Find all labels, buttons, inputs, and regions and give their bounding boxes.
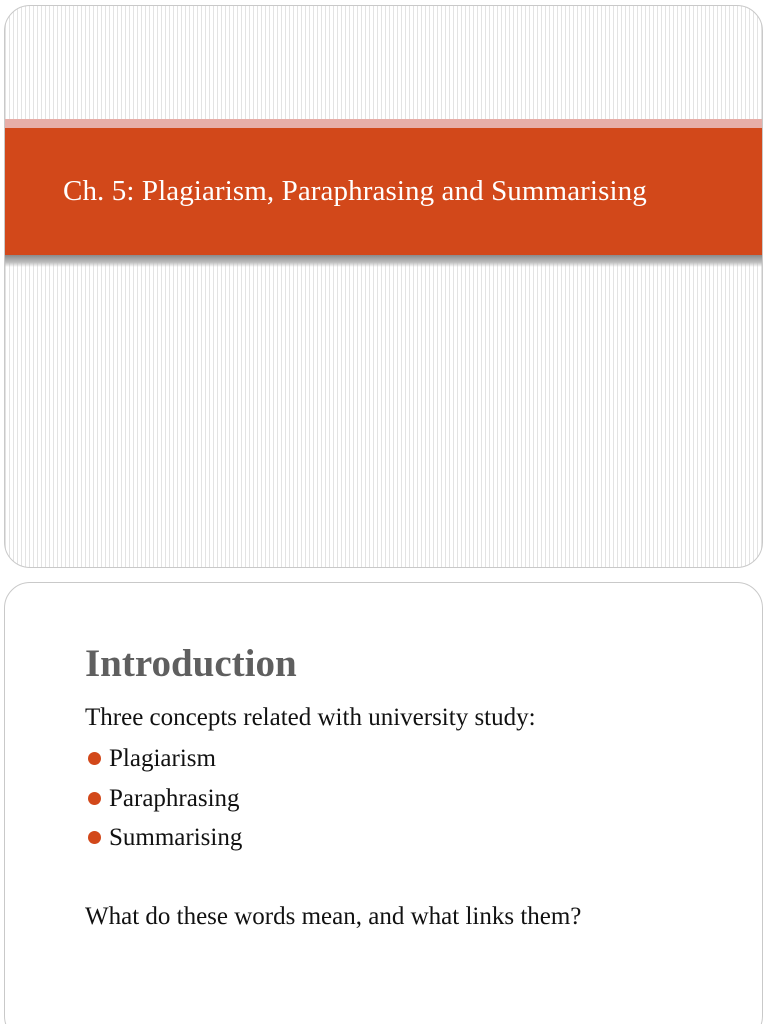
introduction-slide[interactable] (4, 582, 763, 1024)
bullet-label: Paraphrasing (109, 784, 240, 812)
bullet-dot-icon (88, 752, 101, 765)
bullet-item-summarising (85, 820, 242, 860)
slide-heading: Introduction (85, 642, 297, 685)
bullet-label: Summarising (109, 824, 243, 851)
bullet-item-plagiarism (85, 741, 242, 781)
intro-lead-text: Three concepts related with university study: (85, 704, 536, 731)
concept-bullet-list (85, 741, 242, 860)
question-text: What do these words mean, and what links them? (85, 903, 582, 930)
title-band (5, 128, 762, 255)
slide-title: Ch. 5: Plagiarism, Paraphrasing and Summarising (63, 175, 647, 207)
bullet-dot-icon (88, 792, 101, 805)
bullet-item-paraphrasing (85, 781, 242, 821)
title-band-shadow (5, 255, 762, 267)
title-band-highlight (5, 119, 762, 128)
title-slide[interactable] (4, 5, 763, 568)
bullet-dot-icon (88, 831, 101, 844)
bullet-label: Plagiarism (109, 745, 216, 772)
